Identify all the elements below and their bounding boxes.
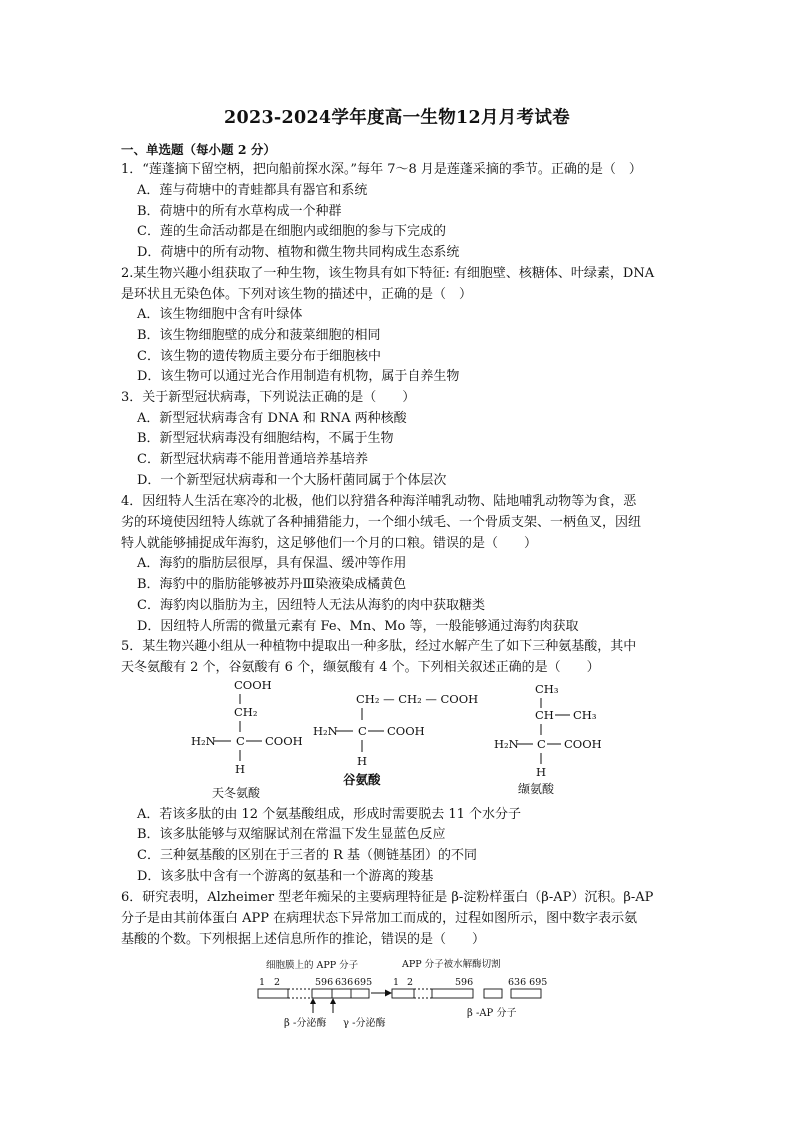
app-left-n596: 596 xyxy=(315,977,334,988)
valine-structure xyxy=(494,682,602,796)
glu-c: C xyxy=(358,724,367,738)
glu-h2n: H₂N xyxy=(313,724,338,738)
q4-option-c: C．海豹肉以脂肪为主，因纽特人无法从海豹的肉中获取糖类 xyxy=(137,598,485,613)
q2-option-a: A．该生物细胞中含有叶绿体 xyxy=(137,307,303,322)
q3-option-d: D．一个新型冠状病毒和一个大肠杆菌同属于个体层次 xyxy=(137,473,447,488)
q1-option-d: D．荷塘中的所有动物、植物和微生物共同构成生态系统 xyxy=(137,245,460,260)
q4-stem-line2: 劣的环境使因纽特人练就了各种捕猎能力，一个细小绒毛、一个骨质支架、一柄鱼叉，因纽 xyxy=(121,515,642,530)
enzyme-arrows xyxy=(310,998,336,1013)
val-name: 缬氨酸 xyxy=(518,782,555,796)
app-full-bar xyxy=(258,989,369,998)
exam-title: 2023-2024学年度高一生物12月月考试卷 xyxy=(224,108,570,128)
q3-option-c: C．新型冠状病毒不能用普通培养基培养 xyxy=(137,452,368,467)
asp-h: H xyxy=(235,762,246,776)
val-cooh: COOH xyxy=(564,737,602,751)
app-right-n596: 596 xyxy=(455,977,474,988)
q5-option-b: B．该多肽能够与双缩脲试剂在常温下发生显蓝色反应 xyxy=(137,827,446,842)
app-right-n636-695: 636 695 xyxy=(508,977,548,988)
beta-secretase-label: β -分泌酶 xyxy=(284,1018,327,1029)
val-ch3-right: CH₃ xyxy=(573,708,597,722)
app-right-caption: APP 分子被水解酶切割 xyxy=(402,959,501,970)
app-cleaved-fragments xyxy=(392,989,541,998)
asp-name: 天冬氨酸 xyxy=(212,786,261,800)
q1-option-c: C．莲的生命活动都是在细胞内或细胞的参与下完成的 xyxy=(137,224,446,239)
asp-c: C xyxy=(236,734,245,748)
app-left-n695: 695 xyxy=(354,977,373,988)
val-ch: CH xyxy=(535,708,554,722)
q5-option-d: D．该多肽中含有一个游离的氨基和一个游离的羧基 xyxy=(137,869,434,884)
section-heading: 一、单选题（每小题 2 分） xyxy=(121,142,276,157)
glu-side-chain: CH₂ — CH₂ — COOH xyxy=(356,692,479,706)
process-arrow xyxy=(371,990,392,997)
q1-option-b: B．荷塘中的所有水草构成一个种群 xyxy=(137,204,342,219)
q6-stem-line2: 分子是由其前体蛋白 APP 在病理状态下异常加工而成的，过程如图所示，图中数字表示氨 xyxy=(121,911,638,926)
glu-cooh: COOH xyxy=(387,724,425,738)
val-h: H xyxy=(536,765,547,779)
q1-stem: 1．“莲蓬摘下留空柄，把向船前探水深。”每年 7～8 月是莲蓬采摘的季节。正确的是（ ） xyxy=(121,162,642,177)
val-h2n: H₂N xyxy=(494,737,519,751)
q4-option-d: D．因纽特人所需的微量元素有 Fe、Mn、Mo 等，一般能够通过海豹肉获取 xyxy=(137,619,579,634)
q6-stem-line1: 6．研究表明，Alzheimer 型老年痴呆的主要病理特征是 β-淀粉样蛋白（β-AP）沉积。β-AP xyxy=(121,890,654,905)
q2-stem-line2: 是环状且无染色体。下列对该生物的描述中，正确的是（ ） xyxy=(121,287,473,302)
app-right-n1: 1 xyxy=(393,977,400,988)
q1-option-a: A．莲与荷塘中的青蛙都具有器官和系统 xyxy=(137,183,368,198)
app-left-caption: 细胞膜上的 APP 分子 xyxy=(266,960,359,971)
q4-stem-line1: 4．因纽特人生活在寒冷的北极，他们以狩猎各种海洋哺乳动物、陆地哺乳动物等为食，恶 xyxy=(121,494,637,509)
val-ch3-top: CH₃ xyxy=(535,682,559,696)
q2-option-c: C．该生物的遗传物质主要分布于细胞核中 xyxy=(137,349,381,364)
glu-h: H xyxy=(357,754,368,768)
app-left-n636: 636 xyxy=(335,977,354,988)
q4-stem-line3: 特人就能够捕捉成年海豹，这足够他们一个月的口粮。错误的是（ ） xyxy=(121,536,538,551)
app-labels xyxy=(259,958,547,988)
q2-stem-line1: 2.某生物兴趣小组获取了一种生物，该生物具有如下特征: 有细胞壁、核糖体、叶绿素，DNA xyxy=(121,266,655,281)
q2-option-d: D．该生物可以通过光合作用制造有机物，属于自养生物 xyxy=(137,369,460,384)
q2-option-b: B．该生物细胞壁的成分和菠菜细胞的相同 xyxy=(137,328,381,343)
q5-option-c: C．三种氨基酸的区别在于三者的 R 基（侧链基团）的不同 xyxy=(137,848,477,863)
q5-stem-line1: 5．某生物兴趣小组从一种植物中提取出一种多肽，经过水解产生了如下三种氨基酸，其中 xyxy=(121,639,637,654)
asp-h2n: H₂N xyxy=(191,734,216,748)
beta-ap-label: β -AP 分子 xyxy=(467,1008,517,1019)
q5-stem-line2: 天冬氨酸有 2 个，谷氨酸有 6 个，缬氨酸有 4 个。下列相关叙述正确的是（ ） xyxy=(121,660,600,675)
asp-ch2: CH₂ xyxy=(234,705,258,719)
app-left-n1: 1 xyxy=(259,977,266,988)
asp-right-cooh: COOH xyxy=(265,734,303,748)
glutamic-acid-structure xyxy=(313,692,478,787)
gamma-secretase-label: γ -分泌酶 xyxy=(343,1018,386,1029)
q3-option-b: B．新型冠状病毒没有细胞结构，不属于生物 xyxy=(137,431,394,446)
q6-stem-line3: 基酸的个数。下列根据上述信息所作的推论，错误的是（ ） xyxy=(121,932,486,947)
app-left-n2: 2 xyxy=(274,977,281,988)
asp-cooh: COOH xyxy=(234,678,272,692)
q5-option-a: A．若该多肽的由 12 个氨基酸组成，形成时需要脱去 11 个水分子 xyxy=(137,807,522,822)
glu-name: 谷氨酸 xyxy=(343,772,381,787)
q4-option-a: A．海豹的脂肪层很厚，具有保温、缓冲等作用 xyxy=(137,556,407,571)
val-c: C xyxy=(537,737,546,751)
app-right-n2: 2 xyxy=(407,977,414,988)
q4-option-b: B．海豹中的脂肪能够被苏丹Ⅲ染液染成橘黄色 xyxy=(137,577,407,592)
aspartic-acid-structure xyxy=(191,678,303,800)
q3-option-a: A．新型冠状病毒含有 DNA 和 RNA 两种核酸 xyxy=(137,411,407,426)
q3-stem: 3．关于新型冠状病毒，下列说法正确的是（ ） xyxy=(121,390,416,405)
